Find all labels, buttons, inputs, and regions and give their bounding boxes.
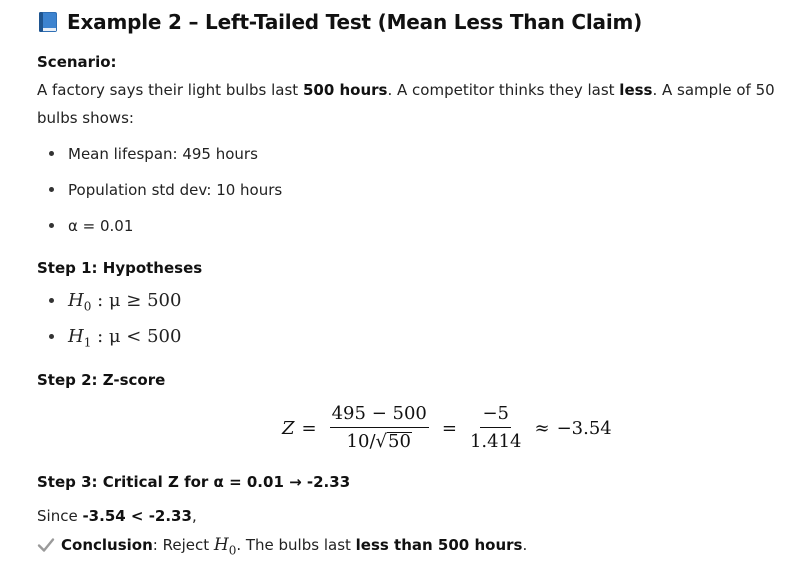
formula-result: −3.54	[556, 417, 612, 439]
sqrt-sign: √	[375, 431, 387, 452]
list-item	[49, 181, 282, 199]
formula-approx: ≈	[534, 417, 550, 439]
conclusion-h-symbol: H	[213, 535, 229, 555]
step3-label: Step 3: Critical Z for α = 0.01 → -2.33	[37, 473, 351, 491]
h0-symbol: H	[68, 290, 84, 311]
book-icon	[37, 11, 59, 33]
h1-sub: 1	[83, 335, 92, 350]
conclusion-label: Conclusion	[61, 536, 153, 554]
step2-label: Step 2: Z-score	[37, 371, 166, 389]
bullet-dot	[49, 298, 54, 303]
hypothesis-h1	[49, 326, 181, 350]
bullet-text: α = 0.01	[68, 217, 134, 235]
bullet-dot	[49, 223, 54, 228]
list-item	[49, 217, 133, 235]
since-bold: -3.54 < -2.33	[82, 507, 192, 525]
scenario-text	[37, 76, 782, 132]
z-score-formula	[282, 400, 612, 456]
h0-rest: : μ ≥ 500	[97, 290, 182, 311]
bullet-text: Population std dev: 10 hours	[68, 181, 283, 199]
bullet-dot	[49, 334, 54, 339]
bullet-dot	[49, 151, 54, 156]
fraction-1	[330, 404, 429, 452]
since-prefix: Since	[37, 507, 83, 525]
conclusion-text-1: : Reject	[152, 536, 214, 554]
h0-sub: 0	[83, 299, 92, 314]
h1-symbol: H	[68, 326, 84, 347]
scenario-bold-1: 500 hours	[302, 81, 388, 99]
formula-equals: =	[441, 417, 457, 439]
check-icon	[37, 537, 55, 553]
formula-lhs: Z	[282, 417, 295, 439]
conclusion-h-sub: 0	[228, 543, 237, 558]
scenario-label: Scenario:	[37, 53, 117, 71]
fraction-2-numerator: −5	[480, 404, 511, 428]
formula-equals: =	[301, 417, 317, 439]
fraction-2	[470, 404, 522, 452]
fraction-1-numerator: 495 − 500	[330, 404, 429, 428]
h1-rest: : μ < 500	[97, 326, 182, 347]
bullet-dot	[49, 187, 54, 192]
scenario-text-2: . A competitor thinks they last	[387, 81, 620, 99]
fraction-1-denominator	[347, 428, 412, 452]
fraction-2-denominator: 1.414	[469, 431, 522, 452]
scenario-text-3: . A sample of 50 bulbs shows:	[37, 81, 775, 127]
list-item	[49, 145, 258, 163]
hypothesis-h0	[49, 290, 181, 314]
conclusion-text-2: . The bulbs last	[236, 536, 356, 554]
bullet-text: Mean lifespan: 495 hours	[68, 145, 258, 163]
den1-prefix: 10/	[346, 431, 376, 452]
conclusion-line	[37, 531, 782, 564]
title-text: Example 2 – Left-Tailed Test (Mean Less Than Claim)	[67, 10, 643, 34]
page-title	[37, 10, 642, 34]
since-suffix: ,	[191, 507, 197, 525]
scenario-text-1: A factory says their light bulbs last	[37, 81, 303, 99]
since-line	[37, 502, 782, 530]
step1-label: Step 1: Hypotheses	[37, 259, 203, 277]
conclusion-bold: less than 500 hours	[355, 536, 523, 554]
scenario-bold-2: less	[619, 81, 653, 99]
den1-sqrt: 50	[388, 431, 411, 452]
conclusion-text-3: .	[522, 536, 528, 554]
